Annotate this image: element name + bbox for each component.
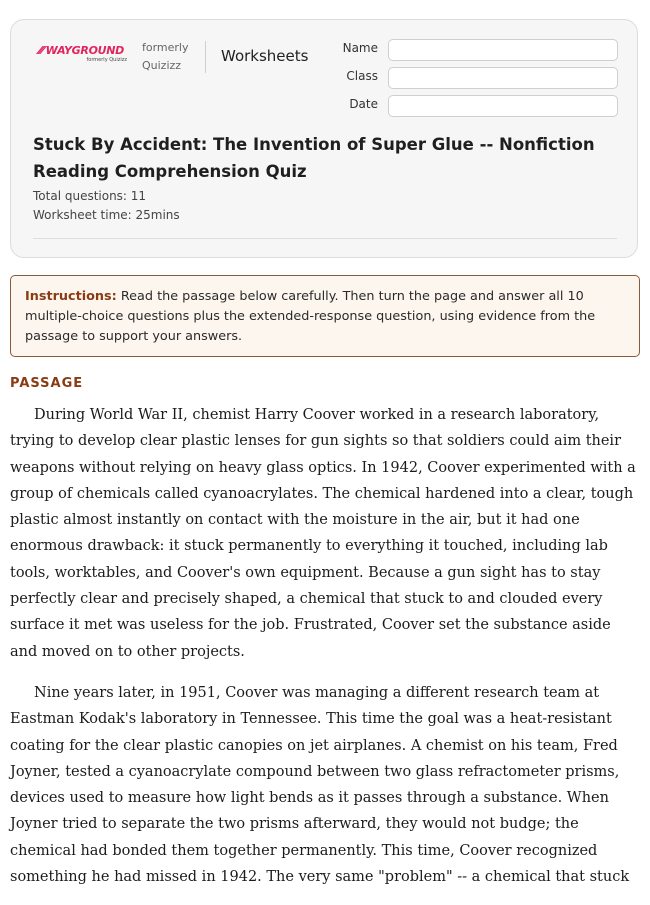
worksheets-title: Worksheets bbox=[221, 47, 309, 65]
date-label: Date bbox=[349, 97, 378, 111]
header-bottom-divider bbox=[33, 238, 617, 239]
passage-paragraph: Nine years later, in 1951, Coover was managing a different research team at Eastman Kodak's laboratory in Tennessee. This time the goal was a heat-resistant coating for the clear plastic canopies on jet airplanes. A chemist on his team, Fred Joyner, tested a cyanoacrylate compound between two glass refractometer prisms, devices used to measure how light bends as it passes through a substance. When Joyner tried to separate the two prisms afterward, they would not budge; the chemical had bonded them together permanently. This time, Coover recognized something he had missed in 1942. The very same "problem" -- a chemical that stuck bbox=[10, 684, 630, 886]
name-label: Name bbox=[342, 41, 378, 55]
worksheet-time: Worksheet time: 25mins bbox=[33, 208, 180, 222]
logo-text: WAYGROUND bbox=[45, 44, 125, 57]
passage-body bbox=[10, 402, 640, 905]
instructions-box bbox=[10, 275, 640, 357]
worksheet-header bbox=[10, 19, 638, 258]
total-questions: Total questions: 11 bbox=[33, 189, 147, 203]
header-divider bbox=[205, 41, 206, 73]
logo-subtext: formerly Quizizz bbox=[86, 57, 127, 63]
class-input[interactable] bbox=[388, 67, 618, 89]
quiz-title: Stuck By Accident: The Invention of Super Glue -- Nonfiction Reading Comprehension Quiz bbox=[33, 135, 595, 181]
wayground-logo bbox=[39, 44, 127, 70]
passage-paragraph: During World War II, chemist Harry Coover worked in a research laboratory, trying to develop clear plastic lenses for gun sights so that soldiers could aim their weapons without relying on heavy glass optics. In 1942, Coover experimented with a group of chemicals called cyanoacrylates. The chemical hardened into a clear, tough plastic almost instantly on contact with the moisture in the air, but it had one enormous drawback: it stuck permanently to everything it touched, including lab tools, worktables, and Coover's own equipment. Because a gun sight has to stay perfectly clear and precisely shaped, a chemical that stuck to and clouded every surface it met was useless for the job. Frustrated, Coover set the substance aside and moved on to other projects. bbox=[10, 407, 636, 660]
date-input[interactable] bbox=[388, 95, 618, 117]
formerly-quizizz-text: formerly Quizizz bbox=[142, 41, 189, 72]
name-input[interactable] bbox=[388, 39, 618, 61]
class-label: Class bbox=[346, 69, 378, 83]
instructions-text: Read the passage below carefully. Then turn the page and answer all 10 multiple-choice questions plus the extended-response question, using evidence from the passage to support your answers. bbox=[25, 289, 596, 344]
logo-mark-icon: ⁄⁄⁄ bbox=[39, 44, 44, 57]
instructions-lead: Instructions: bbox=[25, 289, 117, 304]
passage-label: PASSAGE bbox=[10, 376, 84, 391]
